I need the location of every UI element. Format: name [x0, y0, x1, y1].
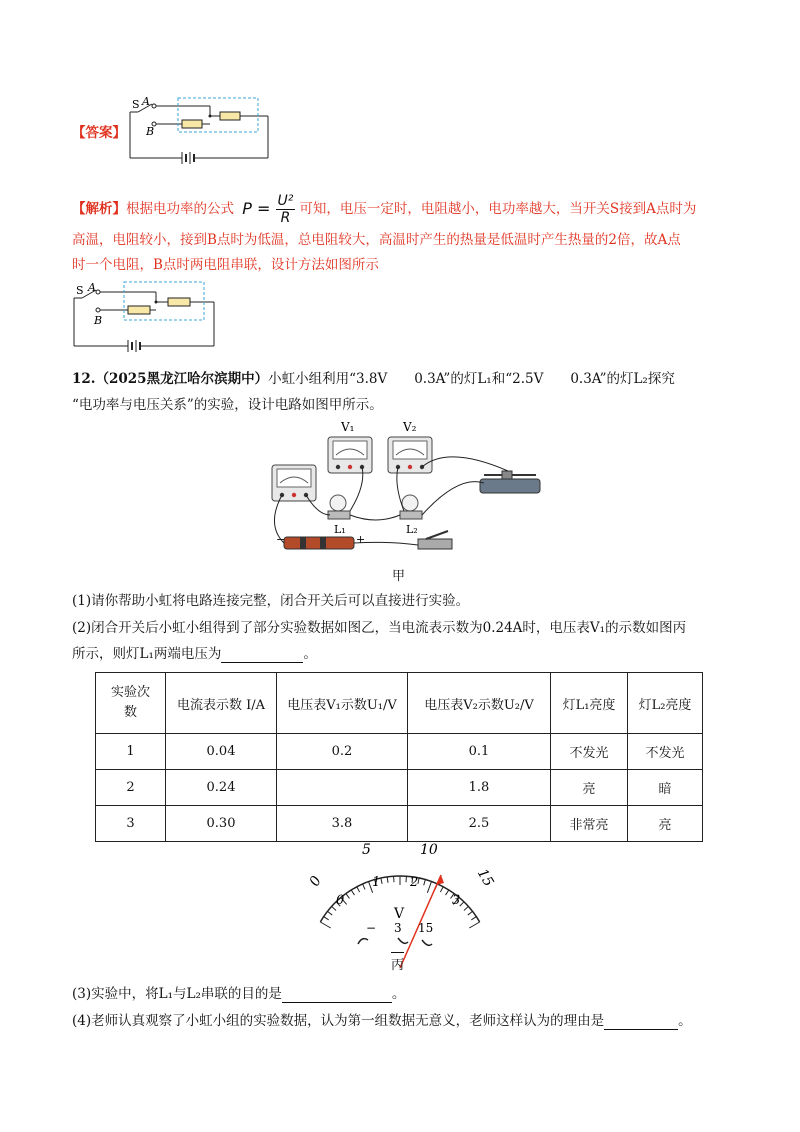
dial-tick	[351, 890, 354, 895]
table-row	[96, 734, 703, 770]
table-cell: 不发光	[551, 734, 628, 770]
dial-tick	[471, 917, 476, 920]
question-part-1: (1)请你帮助小虹将电路连接完整，闭合开关后可以直接进行实验。	[72, 593, 470, 609]
question-part-3	[72, 985, 405, 1003]
dial-tick	[320, 922, 330, 928]
q4-text: (4)老师认真观察了小虹小组的实验数据，认为第一组数据无意义，老师这样认为的理由是	[72, 1013, 605, 1029]
table-header-cell: 电压表V₁示数U₁/V	[277, 673, 408, 734]
question-part-2-line-2	[72, 645, 317, 663]
dial-tick	[469, 922, 479, 928]
formula-numerator: U²	[277, 193, 294, 209]
switch-s-label: S	[132, 98, 140, 111]
q2-end: 。	[303, 646, 317, 662]
switch-b-label: B	[146, 125, 155, 138]
formula-p: P	[242, 199, 252, 218]
dial-tick	[464, 906, 468, 910]
terminal-3: 3	[394, 921, 402, 935]
experiment-data-table	[95, 672, 703, 842]
question-line1: 小虹小组利用“3.8V 0.3A”的灯L₁和“2.5V 0.3A”的灯L₂探究	[268, 371, 675, 387]
table-cell: 0.30	[166, 806, 277, 842]
dial-tick	[460, 902, 464, 906]
table-cell	[277, 770, 408, 806]
dial-tick	[324, 917, 329, 920]
switch-a-label: A	[142, 95, 150, 108]
table-header-cell: 实验次数	[96, 673, 166, 734]
table-cell: 不发光	[628, 734, 703, 770]
answer-blank-reason[interactable]	[604, 1015, 678, 1030]
table-cell: 2.5	[408, 806, 551, 842]
table-header-row	[96, 673, 703, 734]
dial-tick	[346, 894, 350, 899]
table-cell: 暗	[628, 770, 703, 806]
q3-text: (3)实验中，将L₁与L₂串联的目的是	[72, 986, 282, 1002]
question-12-line-2: “电功率与电压关系”的实验，设计电路如图甲所示。	[72, 397, 383, 413]
inner-tick-1: 1	[372, 875, 381, 890]
table-header-cell: 灯L₂亮度	[628, 673, 703, 734]
switch-b-label-2: B	[94, 314, 103, 327]
answer-blank-voltage[interactable]	[221, 648, 303, 663]
analysis-line-2: 高温，电阻较小，接到B点时为低温，总电阻较大，高温时产生的热量是低温时产生热量的2倍，故A点	[72, 232, 681, 248]
analysis-line-3: 时一个电阻，B点时两电阻串联，设计方法如图所示	[72, 257, 379, 273]
analysis-circuit-diagram	[66, 274, 226, 354]
terminal-15: 15	[418, 921, 434, 935]
dial-tick	[381, 878, 382, 884]
v2-label: V₂	[403, 420, 417, 434]
q4-end: 。	[678, 1013, 692, 1029]
table-cell: 3	[96, 806, 166, 842]
question-number: 12.	[72, 371, 96, 387]
terminal-minus: −	[366, 921, 377, 935]
table-cell: 0.04	[166, 734, 277, 770]
power-formula	[242, 193, 295, 226]
table-cell: 0.1	[408, 734, 551, 770]
table-header-cell: 电压表V₂示数U₂/V	[408, 673, 551, 734]
table-cell: 2	[96, 770, 166, 806]
dial-tick	[328, 911, 333, 915]
dial-tick	[424, 880, 426, 886]
dial-tick	[427, 882, 431, 893]
inner-tick-3: 3	[452, 893, 461, 908]
question-part-4	[72, 1012, 692, 1030]
answer-label: 【答案】	[72, 125, 126, 141]
meter-unit: V	[394, 906, 405, 922]
outer-tick-10: 10	[420, 842, 438, 858]
table-row	[96, 770, 703, 806]
switch-s-label-2: S	[76, 284, 84, 297]
analysis-part1: 根据电功率的公式	[126, 201, 234, 217]
battery-minus: −	[276, 533, 286, 546]
table-cell: 0.24	[166, 770, 277, 806]
dial-tick	[357, 887, 360, 892]
answer-circuit-diagram	[120, 92, 280, 167]
figure-bing-caption: 丙	[391, 952, 404, 973]
analysis-line-1	[72, 193, 696, 226]
battery-plus: +	[356, 533, 366, 546]
table-row	[96, 806, 703, 842]
dial-tick	[446, 890, 449, 895]
dial-tick	[440, 887, 443, 892]
q3-end: 。	[391, 986, 406, 1002]
v1-label: V₁	[341, 420, 355, 434]
q2-text: 所示，则灯L₁两端电压为	[72, 646, 222, 662]
table-header-cell: 灯L₁亮度	[551, 673, 628, 734]
question-12-line-1	[72, 370, 675, 388]
l2-label: L₂	[406, 523, 418, 536]
outer-tick-5: 5	[362, 842, 371, 858]
inner-tick-2: 2	[410, 875, 419, 890]
inner-tick-0: 0	[336, 893, 345, 908]
analysis-part2: 可知，电压一定时，电阻越小，电功率越大，当开关S接到A点时为	[299, 201, 697, 217]
formula-eq: =	[257, 199, 271, 218]
answer-blank-purpose[interactable]	[282, 988, 392, 1003]
table-cell: 非常亮	[551, 806, 628, 842]
switch-a-label-2: A	[88, 281, 96, 294]
table-cell: 3.8	[277, 806, 408, 842]
table-cell: 亮	[628, 806, 703, 842]
question-part-2-line-1: (2)闭合开关后小虹小组得到了部分实验数据如图乙，当电流表示数为0.24A时，电压表V₁的示数如图丙	[72, 620, 687, 636]
dial-tick	[363, 884, 365, 889]
analysis-label: 【解析】	[72, 201, 126, 217]
figure-jia-caption: 甲	[392, 569, 406, 584]
outer-tick-15: 15	[473, 866, 497, 890]
formula-denominator: R	[280, 210, 291, 226]
figure-jia-apparatus	[258, 415, 558, 580]
table-cell: 1	[96, 734, 166, 770]
outer-tick-0: 0	[306, 873, 325, 890]
table-cell: 1.8	[408, 770, 551, 806]
l1-label: L₁	[334, 523, 346, 536]
table-cell: 0.2	[277, 734, 408, 770]
table-header-cell: 电流表示数 I/A	[166, 673, 277, 734]
question-source: （2025黑龙江哈尔滨期中）	[95, 371, 269, 387]
table-cell: 亮	[551, 770, 628, 806]
dial-tick	[468, 911, 473, 915]
dial-tick	[387, 877, 388, 883]
